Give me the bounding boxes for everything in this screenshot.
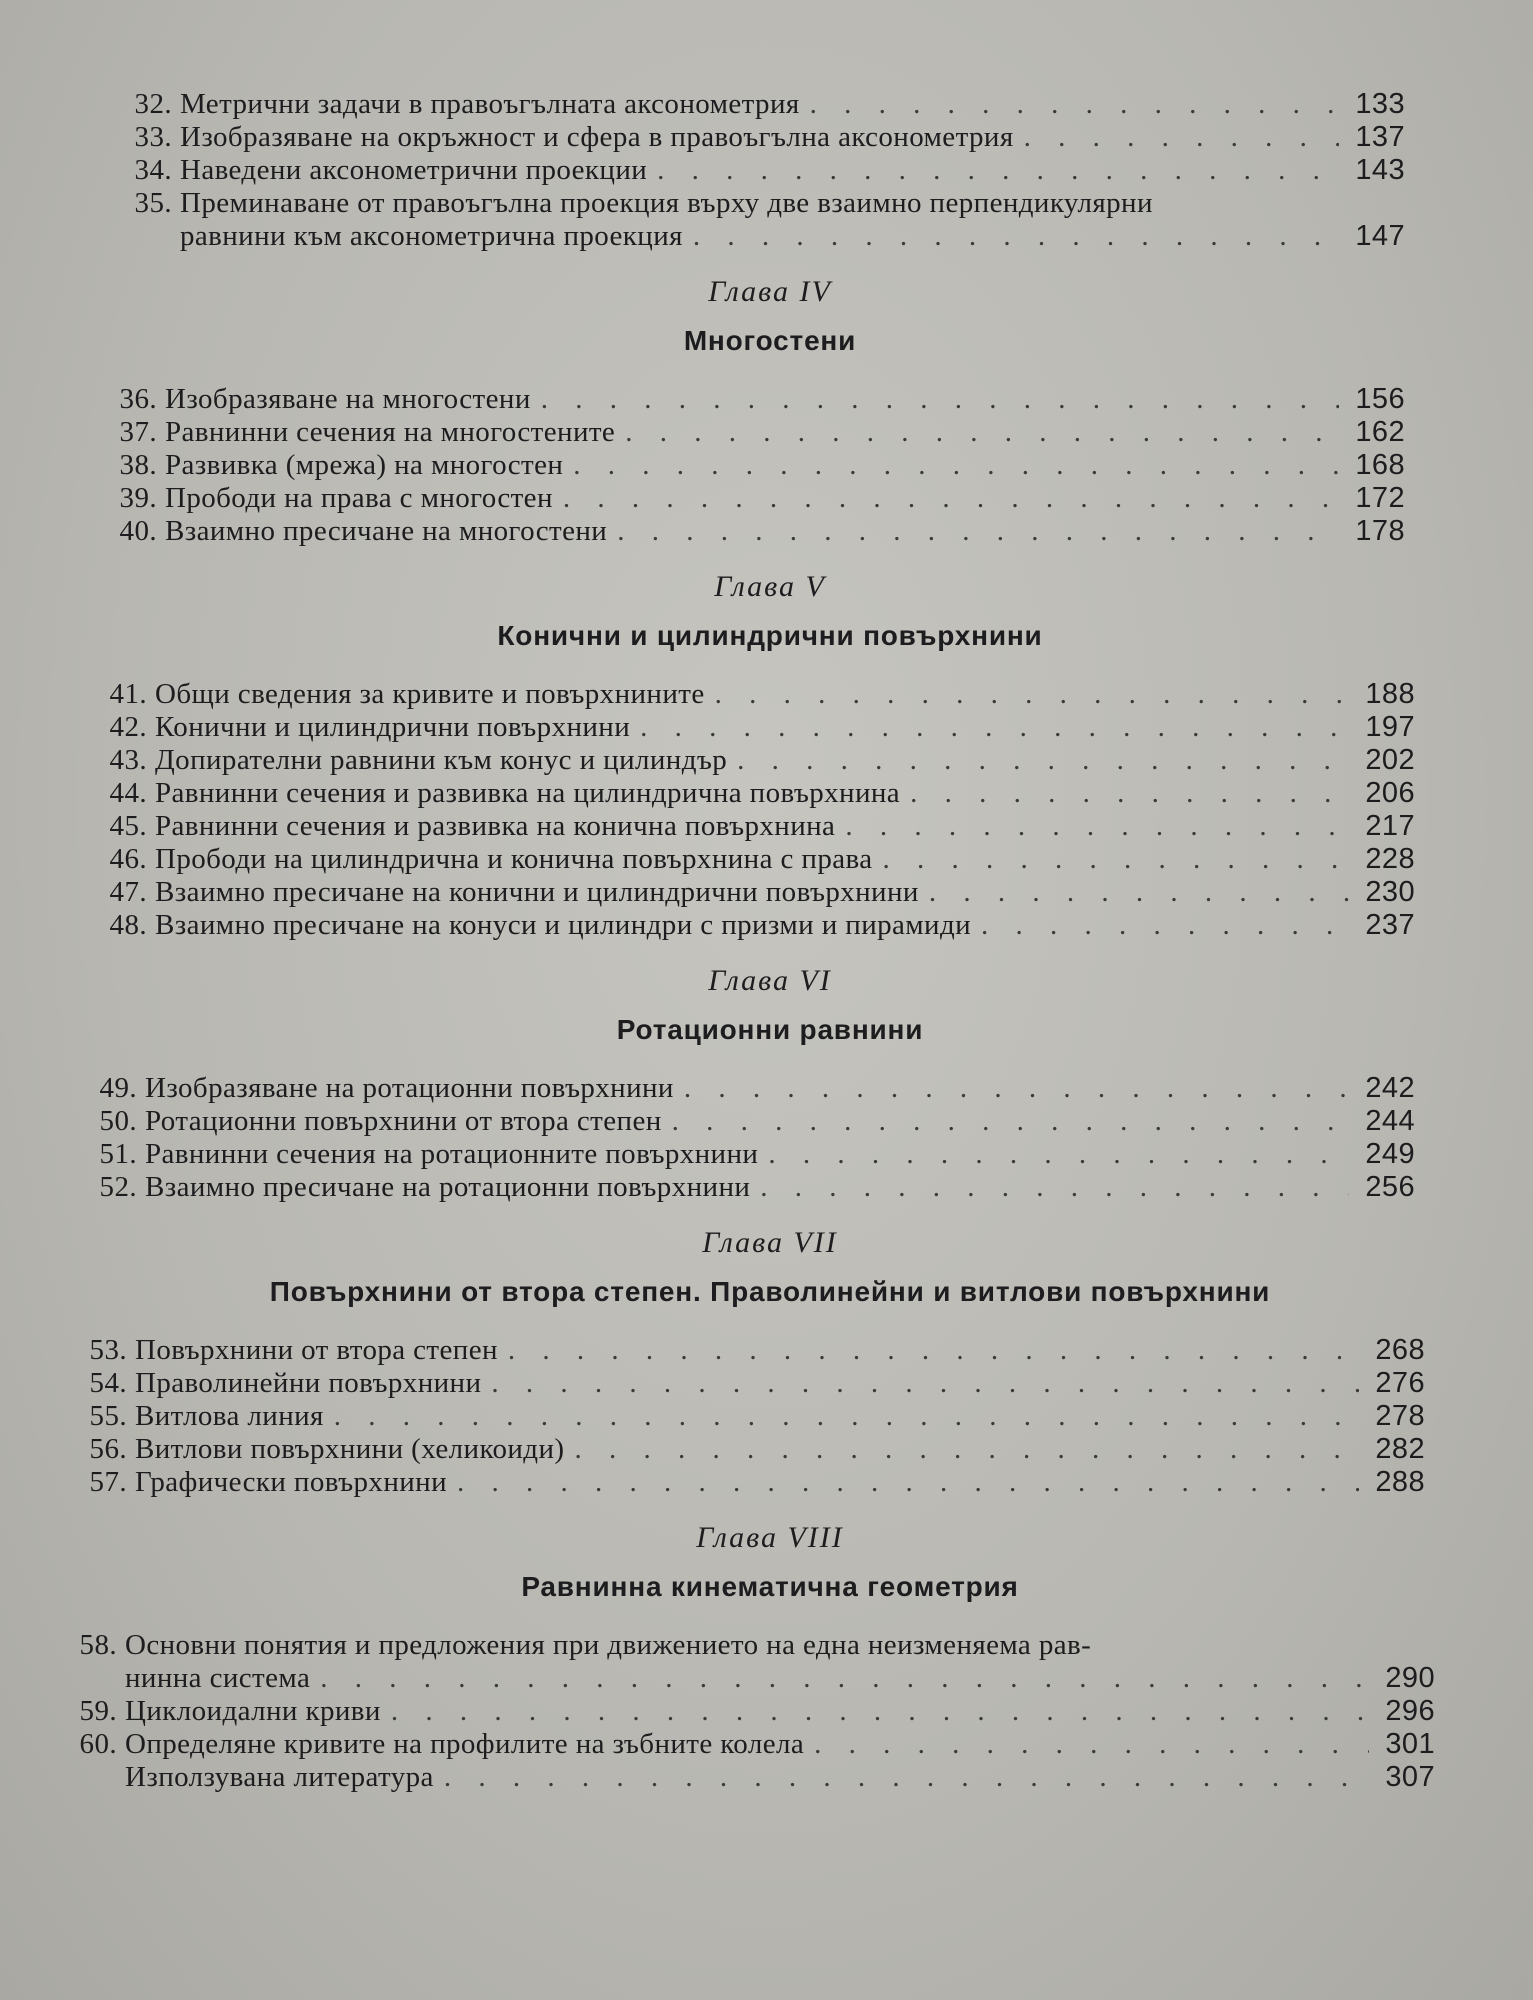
- entry-number: 47.: [109, 876, 147, 908]
- entry-number: 50.: [99, 1105, 137, 1137]
- entry-number: 56.: [89, 1433, 127, 1465]
- entry-title: Равнинни сечения на многостените: [165, 416, 616, 448]
- entry-number: 53.: [89, 1334, 127, 1366]
- entry-number: 55.: [89, 1400, 127, 1432]
- dot-leader: [391, 1695, 1369, 1728]
- dot-leader: [444, 1761, 1369, 1794]
- toc-entry[interactable]: [85, 876, 1415, 909]
- entry-title: Общи сведения за кривите и повърхнините: [155, 678, 705, 710]
- entry-page-number: 202: [1365, 744, 1415, 776]
- entry-title: Прободи на права с многостен: [165, 482, 553, 514]
- dot-leader: [334, 1400, 1359, 1433]
- entry-number: 32.: [134, 88, 172, 120]
- table-of-contents: [79, 88, 1445, 1794]
- entry-page-number: 143: [1355, 154, 1405, 186]
- entry-page-number: 156: [1355, 383, 1405, 415]
- toc-entry[interactable]: [75, 1072, 1415, 1105]
- chapter-label: Глава V: [714, 570, 826, 603]
- entry-page-number: 290: [1385, 1662, 1435, 1694]
- entry-page-number: 147: [1355, 220, 1405, 252]
- dot-leader: [617, 515, 1339, 548]
- chapter-label: Глава VI: [708, 964, 832, 997]
- chapter-title: Повърхнини от втора степен. Праволинейни и витлови повърхнини: [269, 1276, 1271, 1307]
- entry-page-number: 197: [1365, 711, 1415, 743]
- entry-title: Наведени аксонометрични проекции: [180, 154, 648, 186]
- dot-leader: [883, 843, 1350, 876]
- entry-title: Витлова линия: [135, 1400, 324, 1432]
- entry-page-number: 296: [1385, 1695, 1435, 1727]
- toc-entry[interactable]: [55, 1728, 1435, 1761]
- entry-title: Развивка (мрежа) на многостен: [165, 449, 564, 481]
- entry-page-number: 256: [1365, 1171, 1415, 1203]
- entry-title: Взаимно пресичане на многостени: [165, 515, 608, 547]
- entry-number: 38.: [119, 449, 157, 481]
- entry-title: Повърхнини от втора степен: [135, 1334, 498, 1366]
- entry-number: 49.: [99, 1072, 137, 1104]
- entry-number: 44.: [109, 777, 147, 809]
- toc-entry[interactable]: [85, 843, 1415, 876]
- entry-page-number: 268: [1375, 1334, 1425, 1366]
- toc-entry[interactable]: [95, 449, 1405, 482]
- entry-number: 48.: [109, 909, 147, 941]
- entry-page-number: 178: [1355, 515, 1405, 547]
- entry-page-number: 282: [1375, 1433, 1425, 1465]
- dot-leader: [625, 416, 1339, 449]
- entry-title-continued: равнини към аксонометрична проекция: [180, 220, 683, 252]
- entry-title: Изобразяване на ротационни повърхнини: [145, 1072, 674, 1104]
- entry-page-number: 242: [1365, 1072, 1415, 1104]
- dot-leader: [508, 1334, 1359, 1367]
- dot-leader: [684, 1072, 1349, 1105]
- entry-number: 54.: [89, 1367, 127, 1399]
- toc-entry[interactable]: [110, 121, 1405, 154]
- entry-page-number: 172: [1355, 482, 1405, 514]
- toc-entry[interactable]: [85, 678, 1415, 711]
- toc-entry[interactable]: [85, 777, 1415, 810]
- toc-entry[interactable]: [85, 909, 1415, 942]
- entry-number: 59.: [79, 1695, 117, 1727]
- dot-leader: [814, 1728, 1369, 1761]
- entry-title: Конични и цилиндрични повърхнини: [155, 711, 631, 743]
- entry-title: Равнинни сечения на ротационните повърхнини: [145, 1138, 759, 1170]
- dot-leader: [457, 1466, 1359, 1499]
- chapter-label: Глава IV: [708, 275, 832, 308]
- entry-title: Изобразяване на окръжност и сфера в правоъгълна аксонометрия: [180, 121, 1014, 153]
- toc-entry[interactable]: [95, 482, 1405, 515]
- chapter-label: Глава VII: [702, 1226, 838, 1259]
- toc-entry[interactable]: [55, 1761, 1435, 1794]
- entry-title: Равнинни сечения и развивка на конична повърхнина: [155, 810, 836, 842]
- toc-entry[interactable]: [95, 383, 1405, 416]
- entry-title: Допирателни равнини към конус и цилиндър: [155, 744, 728, 776]
- entry-number: 41.: [109, 678, 147, 710]
- entry-page-number: 162: [1355, 416, 1405, 448]
- entry-title: Циклоидални криви: [125, 1695, 381, 1727]
- toc-entry[interactable]: [55, 1695, 1435, 1728]
- toc-entry[interactable]: [85, 711, 1415, 744]
- dot-leader: [657, 154, 1339, 187]
- entry-page-number: 168: [1355, 449, 1405, 481]
- toc-entry[interactable]: [110, 88, 1405, 121]
- entry-title: Витлови повърхнини (хеликоиди): [135, 1433, 565, 1465]
- entry-page-number: 288: [1375, 1466, 1425, 1498]
- toc-entry[interactable]: [75, 1138, 1415, 1171]
- toc-entry[interactable]: [65, 1367, 1425, 1400]
- dot-leader: [810, 88, 1339, 121]
- entry-number: 34.: [134, 154, 172, 186]
- chapter-title: Конични и цилиндрични повърхнини: [497, 620, 1043, 651]
- entry-number: 37.: [119, 416, 157, 448]
- entry-page-number: 230: [1365, 876, 1415, 908]
- entry-title: Преминаване от правоъгълна проекция върху две взаимно перпендикулярни: [180, 187, 1153, 219]
- dot-leader: [737, 744, 1349, 777]
- entry-title: Праволинейни повърхнини: [135, 1367, 482, 1399]
- entry-number: 33.: [134, 121, 172, 153]
- entry-page-number: 249: [1365, 1138, 1415, 1170]
- entry-title: Определяне кривите на профилите на зъбните колела: [125, 1728, 805, 1760]
- entry-page-number: 206: [1365, 777, 1415, 809]
- toc-entry[interactable]: [65, 1466, 1425, 1499]
- dot-leader: [640, 711, 1349, 744]
- entry-number: 57.: [89, 1466, 127, 1498]
- entry-page-number: 217: [1365, 810, 1415, 842]
- entry-page-number: 244: [1365, 1105, 1415, 1137]
- chapter-title: Ротационни равнини: [616, 1014, 924, 1045]
- entry-title: Метрични задачи в правоъгълната аксонометрия: [180, 88, 800, 120]
- toc-entry[interactable]: [65, 1400, 1425, 1433]
- dot-leader: [845, 810, 1349, 843]
- entry-title: Взаимно пресичане на конични и цилиндрични повърхнини: [155, 876, 919, 908]
- entry-page-number: 133: [1355, 88, 1405, 120]
- entry-page-number: 276: [1375, 1367, 1425, 1399]
- entry-page-number: 237: [1365, 909, 1415, 941]
- entry-title-continued: нинна система: [125, 1662, 311, 1694]
- chapter-label: Глава VIII: [696, 1521, 844, 1554]
- entry-number: 52.: [99, 1171, 137, 1203]
- toc-entry[interactable]: [75, 1105, 1415, 1138]
- toc-entry[interactable]: [65, 1433, 1425, 1466]
- toc-entry[interactable]: [55, 1629, 1435, 1695]
- dot-leader: [541, 383, 1339, 416]
- entry-title: Взаимно пресичане на конуси и цилиндри с призми и пирамиди: [155, 909, 972, 941]
- toc-entry[interactable]: [95, 416, 1405, 449]
- dot-leader: [574, 1433, 1359, 1466]
- entry-number: 43.: [109, 744, 147, 776]
- toc-entry[interactable]: [65, 1334, 1425, 1367]
- entry-title: Равнинни сечения и развивка на цилиндрична повърхнина: [155, 777, 901, 809]
- entry-number: 60.: [79, 1728, 117, 1760]
- entry-title: Прободи на цилиндрична и конична повърхнина с права: [155, 843, 873, 875]
- entry-title: Графически повърхнини: [135, 1466, 447, 1498]
- entry-number: 39.: [119, 482, 157, 514]
- dot-leader: [491, 1367, 1359, 1400]
- dot-leader: [929, 876, 1349, 909]
- entry-number: 36.: [119, 383, 157, 415]
- dot-leader: [981, 909, 1349, 942]
- entry-title: Използувана литература: [125, 1761, 434, 1793]
- dot-leader: [693, 220, 1339, 253]
- toc-entry[interactable]: [85, 744, 1415, 777]
- entry-page-number: 301: [1385, 1728, 1435, 1760]
- toc-entry[interactable]: [75, 1171, 1415, 1204]
- entry-number: 58.: [79, 1629, 117, 1661]
- entry-title: Взаимно пресичане на ротационни повърхнини: [145, 1171, 751, 1203]
- dot-leader: [320, 1662, 1369, 1695]
- dot-leader: [768, 1138, 1349, 1171]
- entry-page-number: 188: [1365, 678, 1415, 710]
- entry-page-number: 228: [1365, 843, 1415, 875]
- entry-page-number: 278: [1375, 1400, 1425, 1432]
- dot-leader: [573, 449, 1339, 482]
- toc-entry[interactable]: [110, 154, 1405, 187]
- chapter-title: Многостени: [683, 325, 857, 356]
- dot-leader: [563, 482, 1339, 515]
- entry-title: Ротационни повърхнини от втора степен: [145, 1105, 662, 1137]
- entry-title: Основни понятия и предложения при движението на една неизменяема рав-: [125, 1629, 1092, 1661]
- entry-page-number: 307: [1385, 1761, 1435, 1793]
- entry-number: 42.: [109, 711, 147, 743]
- dot-leader: [910, 777, 1349, 810]
- entry-number: 46.: [109, 843, 147, 875]
- dot-leader: [760, 1171, 1349, 1204]
- dot-leader: [1024, 121, 1339, 154]
- dot-leader: [672, 1105, 1349, 1138]
- entry-number: 35.: [134, 187, 172, 219]
- entry-page-number: 137: [1355, 121, 1405, 153]
- entry-number: 40.: [119, 515, 157, 547]
- entry-number: 45.: [109, 810, 147, 842]
- toc-entry[interactable]: [85, 810, 1415, 843]
- entry-number: 51.: [99, 1138, 137, 1170]
- toc-entry[interactable]: [110, 187, 1405, 253]
- entry-title: Изобразяване на многостени: [165, 383, 531, 415]
- toc-entry[interactable]: [95, 515, 1405, 548]
- chapter-title: Равнинна кинематична геометрия: [521, 1571, 1019, 1602]
- dot-leader: [715, 678, 1349, 711]
